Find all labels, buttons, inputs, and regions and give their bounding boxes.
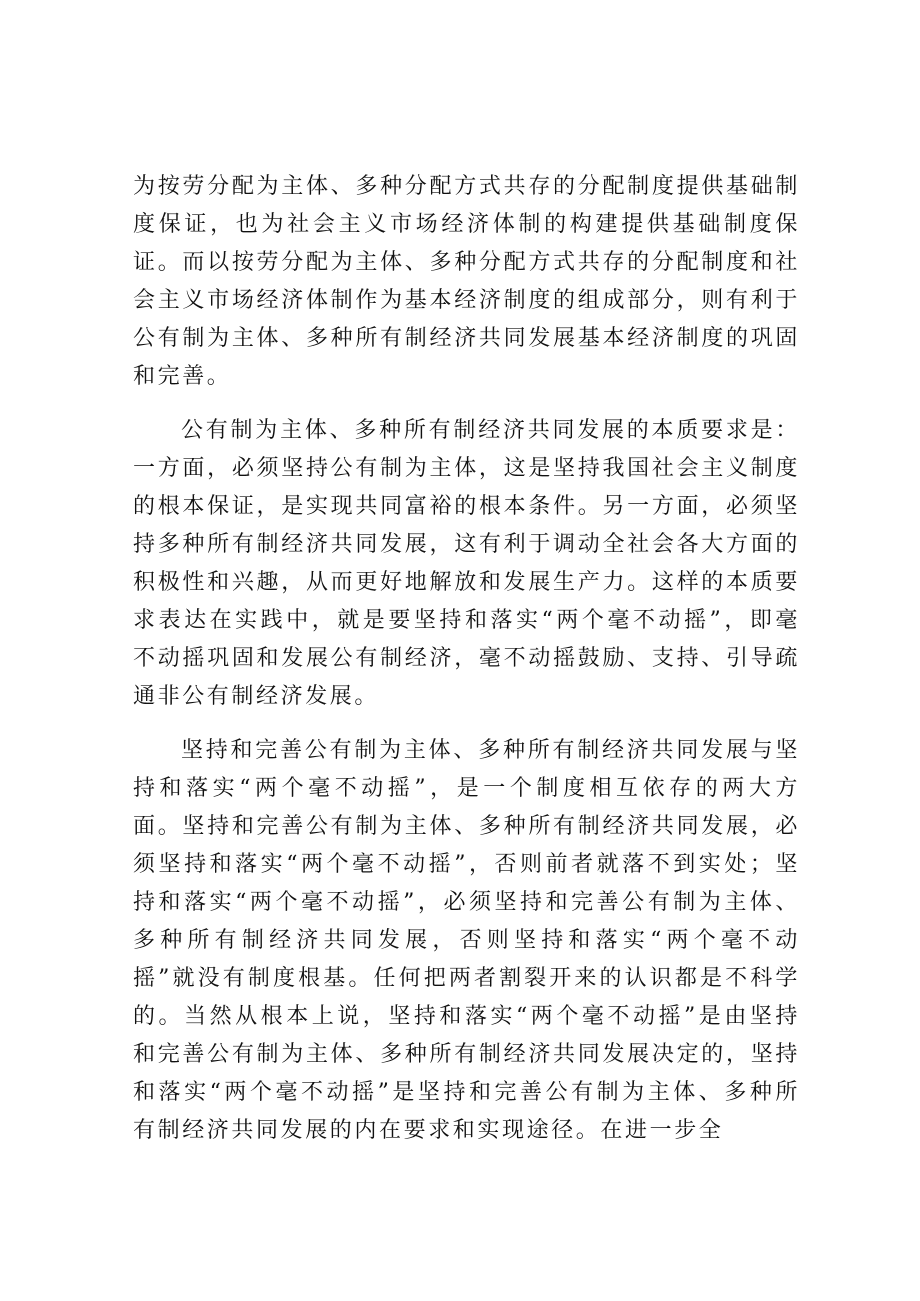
paragraph-1: 为按劳分配为主体、多种分配方式共存的分配制度提供基础制度保证，也为社会主义市场经济体制的构建提供基础制度保证。而以按劳分配为主体、多种分配方式共存的分配制度和社会主义市场经济体制作为基本经济制度的组成部分，则有利于公有制为主体、多种所有制经济共同发展基本经济制度的巩固和完善。 bbox=[133, 174, 800, 389]
document-page bbox=[133, 168, 800, 1166]
paragraph-2: 公有制为主体、多种所有制经济共同发展的本质要求是：一方面，必须坚持公有制为主体，这是坚持我国社会主义制度的根本保证，是实现共同富裕的根本条件。另一方面，必须坚持多种所有制经济共同发展，这有利于调动全社会各大方面的积极性和兴趣，从而更好地解放和发展生产力。这样的本质要求表达在实践中，就是要坚持和落实“两个毫不动摇”，即毫不动摇巩固和发展公有制经济，毫不动摇鼓励、支持、引导疏通非公有制经济发展。 bbox=[133, 418, 800, 709]
paragraph-3: 坚持和完善公有制为主体、多种所有制经济共同发展与坚持和落实“两个毫不动摇”，是一个制度相互依存的两大方面。坚持和完善公有制为主体、多种所有制经济共同发展，必须坚持和落实“两个毫不动摇”，否则前者就落不到实处；坚持和落实“两个毫不动摇”，必须坚持和完善公有制为主体、多种所有制经济共同发展，否则坚持和落实“两个毫不动摇”就没有制度根基。任何把两者割裂开来的认识都是不科学的。当然从根本上说，坚持和落实“两个毫不动摇”是由坚持和完善公有制为主体、多种所有制经济共同发展决定的，坚持和落实“两个毫不动摇”是坚持和完善公有制为主体、多种所有制经济共同发展的内在要求和实现途径。在进一步全 bbox=[133, 738, 800, 1143]
